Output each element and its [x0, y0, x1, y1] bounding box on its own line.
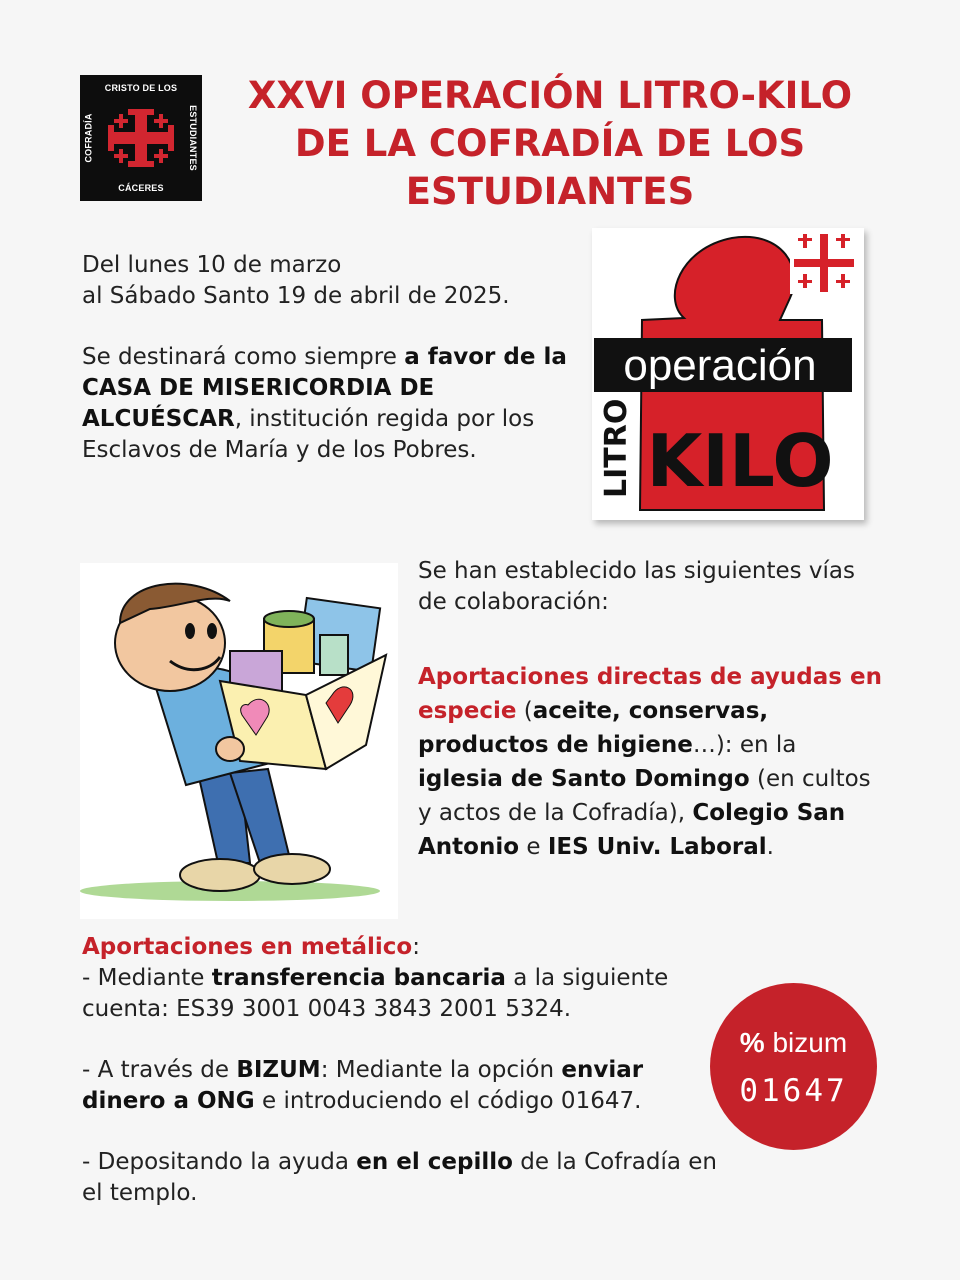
- cash-heading-line: [82, 932, 722, 963]
- destination-beneficiary: a favor de la CASA DE MISERICORDIA DE ALCUÉSCAR: [82, 344, 567, 432]
- in-kind-text-5: .: [766, 834, 774, 860]
- jerusalem-cross-small-icon: [794, 234, 854, 292]
- dates-line-2: al Sábado Santo 19 de abril de 2025.: [82, 283, 510, 309]
- collaboration-intro: Se han establecido las siguientes vías de colaboración:: [418, 558, 856, 615]
- bizum-name: bizum: [772, 1027, 848, 1058]
- litro-label: LITRO: [599, 398, 634, 498]
- bizum-text-1: - A través de: [82, 1057, 237, 1083]
- in-kind-text-1: (: [516, 698, 533, 724]
- title-line-3: ESTUDIANTES: [405, 170, 695, 213]
- logo-text-right: ESTUDIANTES: [188, 105, 199, 171]
- in-kind-heading: Aportaciones directas de ayudas en especie: [418, 664, 882, 724]
- in-kind-products: aceite, conservas, productos de higiene: [418, 698, 769, 758]
- jerusalem-cross-icon: [106, 105, 176, 171]
- cash-heading: Aportaciones en metálico: [82, 934, 413, 960]
- cofradia-logo: [80, 75, 202, 201]
- kilo-label: KILO: [646, 419, 834, 503]
- campaign-dates: [82, 250, 602, 312]
- cepillo-text-1: - Depositando la ayuda: [82, 1149, 357, 1175]
- cash-option-cepillo: [82, 1147, 722, 1209]
- in-kind-text-2: …): en la: [692, 732, 797, 758]
- destination-text-1: Se destinará como siempre: [82, 344, 405, 370]
- bizum-percent-icon: %: [739, 1027, 765, 1058]
- transfer-account: a la siguiente cuenta: ES39 3001 0043 3843 2001 5324.: [82, 965, 669, 1022]
- bizum-logo: [710, 1027, 877, 1059]
- cash-heading-colon: :: [412, 934, 420, 960]
- bizum-option-bold: enviar dinero a ONG: [82, 1057, 644, 1114]
- dates-line-1: Del lunes 10 de marzo: [82, 252, 342, 278]
- bizum-code: 01647: [739, 1073, 848, 1109]
- transfer-bold: transferencia bancaria: [211, 965, 506, 991]
- location-santo-domingo: iglesia de Santo Domingo: [418, 766, 750, 792]
- operacion-litro-kilo-graphic: [592, 228, 864, 520]
- boy-with-donations-illustration: [80, 563, 398, 919]
- logo-text-bottom: CÁCERES: [118, 183, 164, 193]
- in-kind-text-4: e: [519, 834, 548, 860]
- transfer-text-1: - Mediante: [82, 965, 212, 991]
- operacion-label: operación: [623, 341, 817, 390]
- logo-text-left: COFRADÍA: [83, 113, 94, 163]
- cepillo-bold: en el cepillo: [356, 1149, 513, 1175]
- logo-text-top: CRISTO DE LOS: [104, 83, 178, 93]
- bizum-badge: [710, 983, 877, 1150]
- bizum-text-2: : Mediante la opción: [320, 1057, 562, 1083]
- title-line-2: DE LA COFRADÍA DE LOS: [294, 122, 806, 165]
- destination-text-2: , institución regida por los Esclavos de María y de los Pobres.: [82, 406, 535, 463]
- cash-donations-section: [82, 932, 722, 1239]
- bizum-code-text: e introduciendo el código 01647.: [254, 1088, 642, 1114]
- cash-option-transfer: [82, 963, 722, 1025]
- in-kind-text-3: (en cultos y actos de la Cofradía),: [418, 766, 871, 826]
- in-kind-donations-paragraph: [418, 660, 888, 864]
- page-title: [220, 72, 880, 216]
- title-line-1: XXVI OPERACIÓN LITRO-KILO: [247, 74, 853, 117]
- cash-option-bizum: [82, 1055, 722, 1117]
- bizum-bold: BIZUM: [236, 1057, 321, 1083]
- cepillo-text-2: de la Cofradía en el templo.: [82, 1149, 717, 1206]
- location-colegio-san-antonio: Colegio San Antonio: [418, 800, 846, 860]
- location-ies-laboral: IES Univ. Laboral: [547, 834, 767, 860]
- destination-paragraph: [82, 342, 572, 466]
